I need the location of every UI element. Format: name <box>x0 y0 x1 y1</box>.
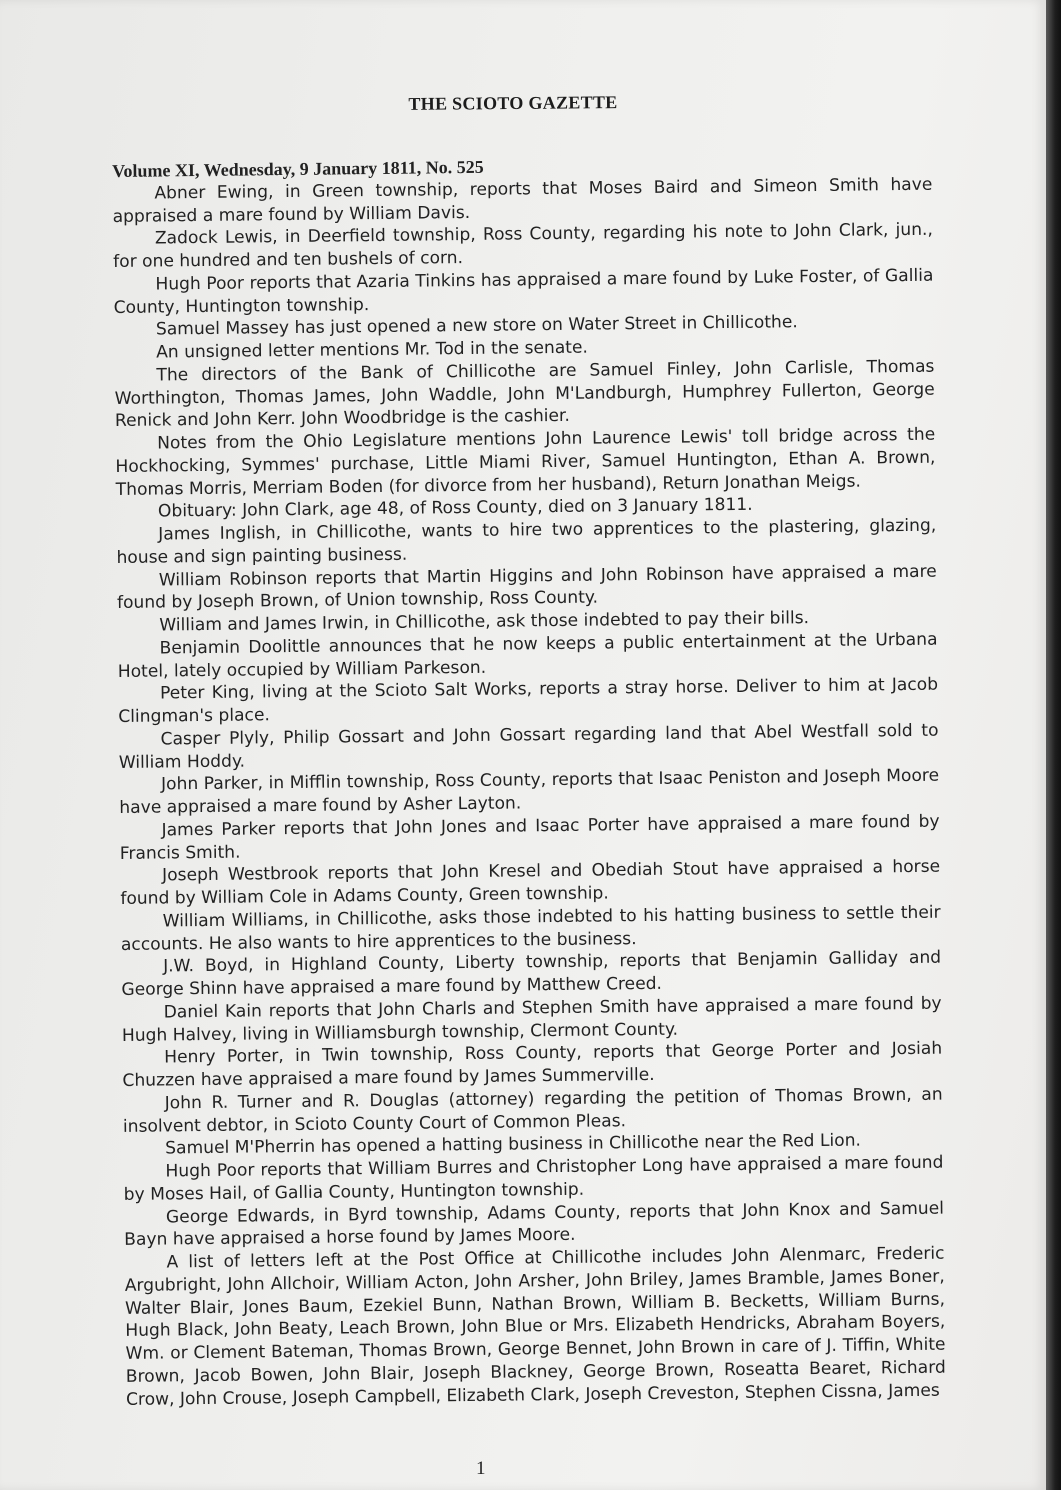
paragraph: John Parker, in Mifflin township, Ross County, reports that Isaac Peniston and Joseph Moore have appraised a mare found by Asher Layton. <box>119 765 940 818</box>
paragraph: William Williams, in Chillicothe, asks those indebted to his hatting business to settle their accounts. He also wants to hire apprentices to the business. <box>120 902 941 955</box>
paragraph: Peter King, living at the Scioto Salt Works, reports a stray horse. Deliver to him at Jacob Clingman's place. <box>118 674 939 727</box>
paragraph: Joseph Westbrook reports that John Kresel and Obediah Stout have appraised a horse found by William Cole in Adams County, Green township. <box>120 856 941 909</box>
book-spine-edge <box>1046 0 1061 1490</box>
paragraph: The directors of the Bank of Chillicothe are Samuel Finley, John Carlisle, Thomas Worthington, Thomas James, John Waddle, John M'Landburgh, Humphrey Fullerton, George Renick and John Kerr. John Woodbridge is the cashier. <box>114 356 935 432</box>
paragraph: Daniel Kain reports that John Charls and Stephen Smith have appraised a mare found by Hugh Halvey, living in Williamsburgh township, Clermont County. <box>121 993 942 1046</box>
paragraph: William Robinson reports that Martin Higgins and John Robinson have appraised a mare found by Joseph Brown, of Union township, Ross County. <box>116 561 937 614</box>
paragraph: William and James Irwin, in Chillicothe, ask those indebted to pay their bills. <box>159 608 810 636</box>
paragraph: Casper Plyly, Philip Gossart and John Gossart regarding land that Abel Westfall sold to William Hoddy. <box>118 720 939 773</box>
page-title: THE SCIOTO GAZETTE <box>408 92 618 114</box>
paragraph: Samuel Massey has just opened a new store on Water Street in Chillicothe. <box>155 312 798 340</box>
paragraph: Samuel M'Pherrin has opened a hatting business in Chillicothe near the Red Lion. <box>165 1130 862 1159</box>
page-body <box>112 151 946 1411</box>
paragraph: Obituary: John Clark, age 48, of Ross County, died on 3 January 1811. <box>157 495 753 522</box>
volume-heading: Volume XI, Wednesday, 9 January 1811, No. 525 <box>112 156 484 181</box>
paragraph: Benjamin Doolittle announces that he now keeps a public entertainment at the Urbana Hotel, lately occupied by William Parkeson. <box>117 629 938 682</box>
paragraph: Hugh Poor reports that Azaria Tinkins has appraised a mare found by Luke Foster, of Gallia County, Huntington township. <box>113 265 934 318</box>
paragraph: Notes from the Ohio Legislature mentions John Laurence Lewis' toll bridge across the Hockhocking, Symmes' purchase, Little Miami River, Samuel Huntington, Ethan A. Brown, Thomas Morris, Merriam Boden (for divorce from her husband), Return Jonathan Meigs. <box>115 424 936 500</box>
paragraph: Zadock Lewis, in Deerfield township, Ross County, regarding his note to John Clark, jun., for one hundred and ten bushels of corn. <box>113 219 933 272</box>
paragraph: Abner Ewing, in Green township, reports that Moses Baird and Simeon Smith have appraised a mare found by William Davis. <box>112 174 933 227</box>
page-number: 1 <box>476 1458 486 1479</box>
paragraph: James Inglish, in Chillicothe, wants to hire two apprentices to the plastering, glazing, house and sign painting business. <box>116 515 937 568</box>
paragraph: J.W. Boyd, in Highland County, Liberty township, reports that Benjamin Galliday and George Shinn have appraised a mare found by Matthew Creed. <box>121 947 942 1000</box>
paragraph: John R. Turner and R. Douglas (attorney) regarding the petition of Thomas Brown, an insolvent debtor, in Scioto County Court of Common Pleas. <box>122 1084 943 1137</box>
paragraph: George Edwards, in Byrd township, Adams County, reports that John Knox and Samuel Bayn have appraised a horse found by James Moore. <box>124 1198 945 1251</box>
paragraph: A list of letters left at the Post Office at Chillicothe includes John Alenmarc, Frederic Argubright, John Allchoir, William Acton, John Arsher, John Briley, James Bramble, James Boner, Walter Blair, Jones Baum, Ezekiel Bunn, Nathan Brown, William B. Becketts, William Burns, Hugh Black, John Beaty, Leach Brown, John Blue or Mrs. Elizabeth Hendricks, Abraham Boyers, Wm. or Clement Bateman, Thomas Brown, George Bennet, John Brown in care of J. Tiffin, White Brown, Jacob Bowen, John Blair, Joseph Blackney, George Brown, Roseatta Bearet, Richard Crow, John Crouse, Joseph Campbell, Elizabeth Clark, Joseph Creveston, Stephen Cissna, James <box>124 1243 946 1410</box>
paragraph: James Parker reports that John Jones and Isaac Porter have appraised a mare found by Francis Smith. <box>119 811 940 864</box>
paragraph: Henry Porter, in Twin township, Ross County, reports that George Porter and Josiah Chuzzen have appraised a mare found by James Summerville. <box>122 1038 943 1091</box>
paragraph: Hugh Poor reports that William Burres and Christopher Long have appraised a mare found by Moses Hail, of Gallia County, Huntington township. <box>123 1152 944 1205</box>
paragraph: An unsigned letter mentions Mr. Tod in the senate. <box>156 337 589 363</box>
